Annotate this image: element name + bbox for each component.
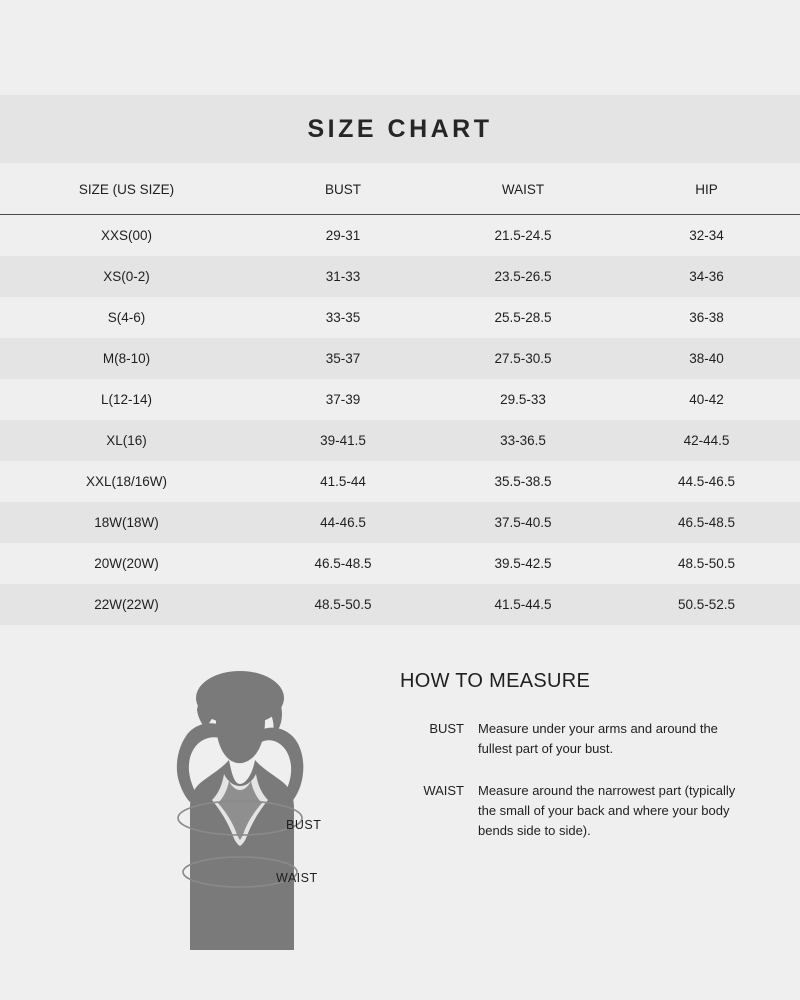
cell-waist: 27.5-30.5 [494,351,552,366]
cell-waist: 41.5-44.5 [494,597,552,612]
column-header-bust: BUST [253,163,433,215]
cell-size: XXL(18/16W) [85,474,168,489]
table-header-row [0,163,800,215]
how-to-measure-section [400,670,770,863]
column-header-hip: HIP [613,163,800,215]
cell-bust: 33-35 [325,310,361,325]
cell-bust: 44-46.5 [320,515,366,530]
measure-term-bust: BUST [429,721,464,736]
measure-item-bust [400,719,770,759]
cell-bust: 48.5-50.5 [314,597,372,612]
cell-waist: 23.5-26.5 [494,269,552,284]
woman-silhouette-icon [90,650,390,950]
cell-bust: 29-31 [325,228,361,243]
cell-waist: 21.5-24.5 [494,228,552,243]
cell-bust: 31-33 [325,269,361,284]
cell-hip: 42-44.5 [683,433,730,448]
cell-size: 20W(20W) [94,556,159,571]
cell-bust: 41.5-44 [320,474,366,489]
cell-bust: 35-37 [325,351,361,366]
table-row [0,420,800,461]
cell-hip: 44.5-46.5 [677,474,736,489]
cell-waist: 35.5-38.5 [494,474,552,489]
cell-size: M(8-10) [102,351,151,366]
cell-hip: 38-40 [689,351,724,366]
table-row [0,215,800,257]
page-title: SIZE CHART [307,114,493,143]
table-row [0,502,800,543]
table-row [0,543,800,584]
table-row [0,461,800,502]
cell-waist: 25.5-28.5 [494,310,552,325]
table-row [0,584,800,625]
table-row [0,297,800,338]
cell-hip: 36-38 [689,310,724,325]
how-to-measure-title: HOW TO MEASURE [400,670,591,692]
cell-waist: 39.5-42.5 [494,556,552,571]
table-row [0,379,800,420]
measure-text-bust: Measure under your arms and around the fullest part of your bust. [478,721,718,756]
cell-bust: 46.5-48.5 [314,556,372,571]
table-header [0,163,800,215]
cell-hip: 40-42 [689,392,724,407]
measure-text-waist: Measure around the narrowest part (typically the small of your back and where your body bends side to side). [478,783,736,838]
column-header-waist: WAIST [433,163,613,215]
table-row [0,338,800,379]
cell-size: XL(16) [106,433,147,448]
size-table-wrapper [0,163,800,625]
title-band [0,95,800,163]
cell-hip: 32-34 [689,228,724,243]
size-table [0,163,800,625]
cell-hip: 50.5-52.5 [677,597,736,612]
cell-size: 22W(22W) [94,597,159,612]
cell-size: L(12-14) [100,392,153,407]
cell-waist: 29.5-33 [500,392,546,407]
cell-size: 18W(18W) [94,515,159,530]
cell-size: S(4-6) [107,310,146,325]
measurement-figure [90,650,390,950]
measure-term-waist: WAIST [423,783,464,798]
cell-size: XXS(00) [100,228,153,243]
cell-waist: 37.5-40.5 [494,515,552,530]
cell-hip: 34-36 [689,269,724,284]
cell-hip: 48.5-50.5 [677,556,736,571]
bottom-section [0,630,800,1000]
cell-size: XS(0-2) [103,269,150,284]
figure-label-waist: WAIST [276,871,318,885]
cell-hip: 46.5-48.5 [677,515,736,530]
table-body [0,215,800,626]
cell-bust: 39-41.5 [320,433,366,448]
column-header-size: SIZE (US SIZE) [0,163,253,215]
cell-waist: 33-36.5 [500,433,546,448]
table-row [0,256,800,297]
measure-item-waist [400,781,770,841]
figure-label-bust: BUST [286,818,322,832]
cell-bust: 37-39 [325,392,361,407]
